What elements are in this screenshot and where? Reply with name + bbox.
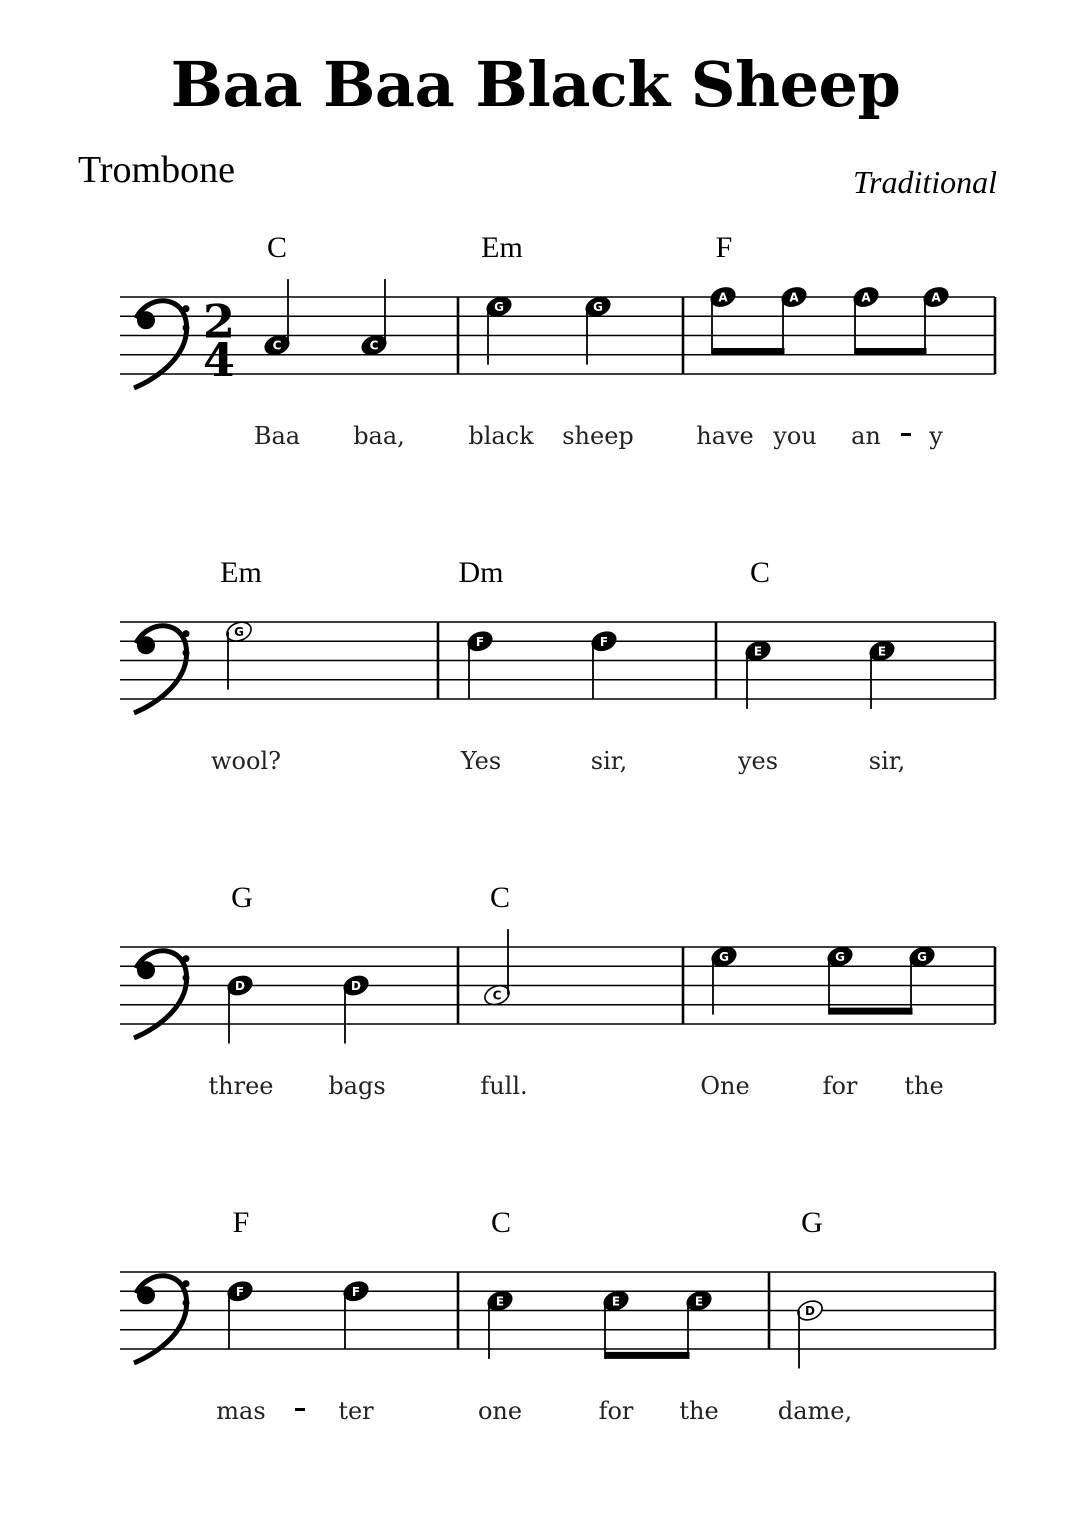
lyric-syllable: have bbox=[696, 422, 754, 450]
composer-label: Traditional bbox=[852, 164, 997, 200]
lyric-syllable: one bbox=[477, 1397, 523, 1425]
note-name-label: G bbox=[719, 950, 729, 965]
chord-symbol: C bbox=[749, 556, 771, 589]
note-name-label: E bbox=[753, 644, 763, 659]
note-name-label: G bbox=[917, 950, 927, 965]
lyric-syllable: y bbox=[929, 422, 943, 450]
lyric-syllable: an bbox=[851, 422, 881, 450]
lyric-syllable: the bbox=[904, 1072, 944, 1100]
lyric-syllable: Yes bbox=[460, 747, 502, 775]
note-name-label: D bbox=[351, 979, 361, 993]
note-name-label: E bbox=[877, 644, 887, 659]
clef-dot bbox=[183, 305, 190, 312]
note-d bbox=[795, 1298, 825, 1369]
note-d bbox=[225, 973, 255, 1044]
lyric-syllable: yes bbox=[737, 747, 779, 775]
clef-dot bbox=[183, 955, 190, 962]
note-a bbox=[851, 284, 881, 355]
note-name-label: C bbox=[272, 338, 282, 353]
note-name-label: A bbox=[861, 290, 871, 305]
note-a bbox=[779, 284, 809, 355]
chord-symbol: G bbox=[801, 1206, 823, 1239]
lyric-syllable: Baa bbox=[253, 422, 301, 450]
note-f bbox=[589, 628, 619, 699]
lyric-syllable: the bbox=[679, 1397, 719, 1425]
note-a bbox=[921, 284, 951, 355]
clef-dot bbox=[183, 630, 190, 637]
note-name-label: A bbox=[789, 290, 799, 305]
note-name-label: F bbox=[235, 1284, 245, 1299]
note-f bbox=[465, 628, 495, 699]
staff-system-2 bbox=[120, 556, 995, 775]
lyric-hyphen bbox=[901, 433, 911, 436]
lyric-syllable: three bbox=[208, 1072, 274, 1100]
instrument-label: Trombone bbox=[78, 149, 235, 191]
time-signature-top: 2 bbox=[203, 294, 236, 349]
lyric-syllable: baa, bbox=[353, 422, 405, 450]
note-name-label: A bbox=[931, 290, 941, 305]
clef-dot bbox=[183, 1280, 190, 1287]
chord-symbol: C bbox=[490, 1206, 512, 1239]
lyric-syllable: sir, bbox=[590, 747, 628, 775]
lyric-syllable: dame, bbox=[777, 1397, 853, 1425]
chord-symbol: Dm bbox=[458, 556, 504, 589]
lyric-syllable: wool? bbox=[211, 747, 281, 775]
note-name-label: F bbox=[475, 634, 485, 649]
bass-clef-dot bbox=[137, 961, 155, 979]
clef-dot bbox=[183, 324, 190, 331]
note-name-label: F bbox=[351, 1284, 361, 1299]
clef-dot bbox=[183, 1299, 190, 1306]
clef-dot bbox=[183, 649, 190, 656]
lyric-syllable: you bbox=[773, 422, 817, 450]
chord-symbol: F bbox=[232, 1206, 250, 1239]
beam bbox=[712, 348, 785, 355]
note-f bbox=[225, 1278, 255, 1349]
lyric-syllable: sheep bbox=[562, 422, 634, 450]
note-name-label: D bbox=[235, 979, 245, 993]
note-name-label: G bbox=[234, 625, 244, 640]
chord-symbol: C bbox=[266, 231, 288, 264]
clef-dot bbox=[183, 974, 190, 981]
note-name-label: C bbox=[369, 338, 379, 353]
bass-clef-dot bbox=[137, 311, 155, 329]
note-name-label: E bbox=[611, 1294, 621, 1309]
staff-system-3 bbox=[120, 881, 995, 1100]
lyric-syllable: mas bbox=[216, 1397, 266, 1425]
chord-symbol: F bbox=[715, 231, 733, 264]
note-c bbox=[262, 279, 292, 358]
staff-system-4 bbox=[120, 1206, 995, 1425]
note-name-label: G bbox=[835, 950, 845, 965]
chord-symbol: Em bbox=[481, 231, 523, 264]
bass-clef-dot bbox=[137, 1286, 155, 1304]
lyric-syllable: for bbox=[598, 1397, 634, 1425]
time-signature-bottom: 4 bbox=[203, 333, 236, 387]
beam bbox=[829, 1008, 913, 1015]
note-d bbox=[341, 973, 371, 1044]
note-c bbox=[359, 279, 389, 358]
lyric-syllable: full. bbox=[480, 1072, 528, 1100]
note-a bbox=[708, 284, 738, 355]
note-name-label: E bbox=[495, 1294, 505, 1309]
staff-system-1 bbox=[120, 231, 995, 450]
note-name-label: G bbox=[593, 300, 603, 315]
note-name-label: A bbox=[718, 290, 728, 305]
chord-symbol: Em bbox=[220, 556, 262, 589]
note-c bbox=[482, 929, 512, 1008]
note-name-label: E bbox=[694, 1294, 704, 1309]
beam bbox=[855, 348, 927, 355]
lyric-hyphen bbox=[295, 1408, 305, 1411]
lyric-syllable: bags bbox=[328, 1072, 386, 1100]
lyric-syllable: ter bbox=[338, 1397, 374, 1425]
note-name-label: C bbox=[492, 988, 502, 1003]
beam bbox=[605, 1352, 690, 1359]
lyric-syllable: One bbox=[700, 1072, 750, 1100]
lyric-syllable: black bbox=[468, 422, 534, 450]
bass-clef-dot bbox=[137, 636, 155, 654]
lyric-syllable: for bbox=[822, 1072, 858, 1100]
note-f bbox=[341, 1278, 371, 1349]
lyric-syllable: sir, bbox=[868, 747, 906, 775]
note-name-label: D bbox=[805, 1304, 815, 1318]
chord-symbol: C bbox=[489, 881, 511, 914]
chord-symbol: G bbox=[231, 881, 253, 914]
song-title: Baa Baa Black Sheep bbox=[170, 48, 901, 121]
note-name-label: F bbox=[599, 634, 609, 649]
note-name-label: G bbox=[494, 300, 504, 315]
